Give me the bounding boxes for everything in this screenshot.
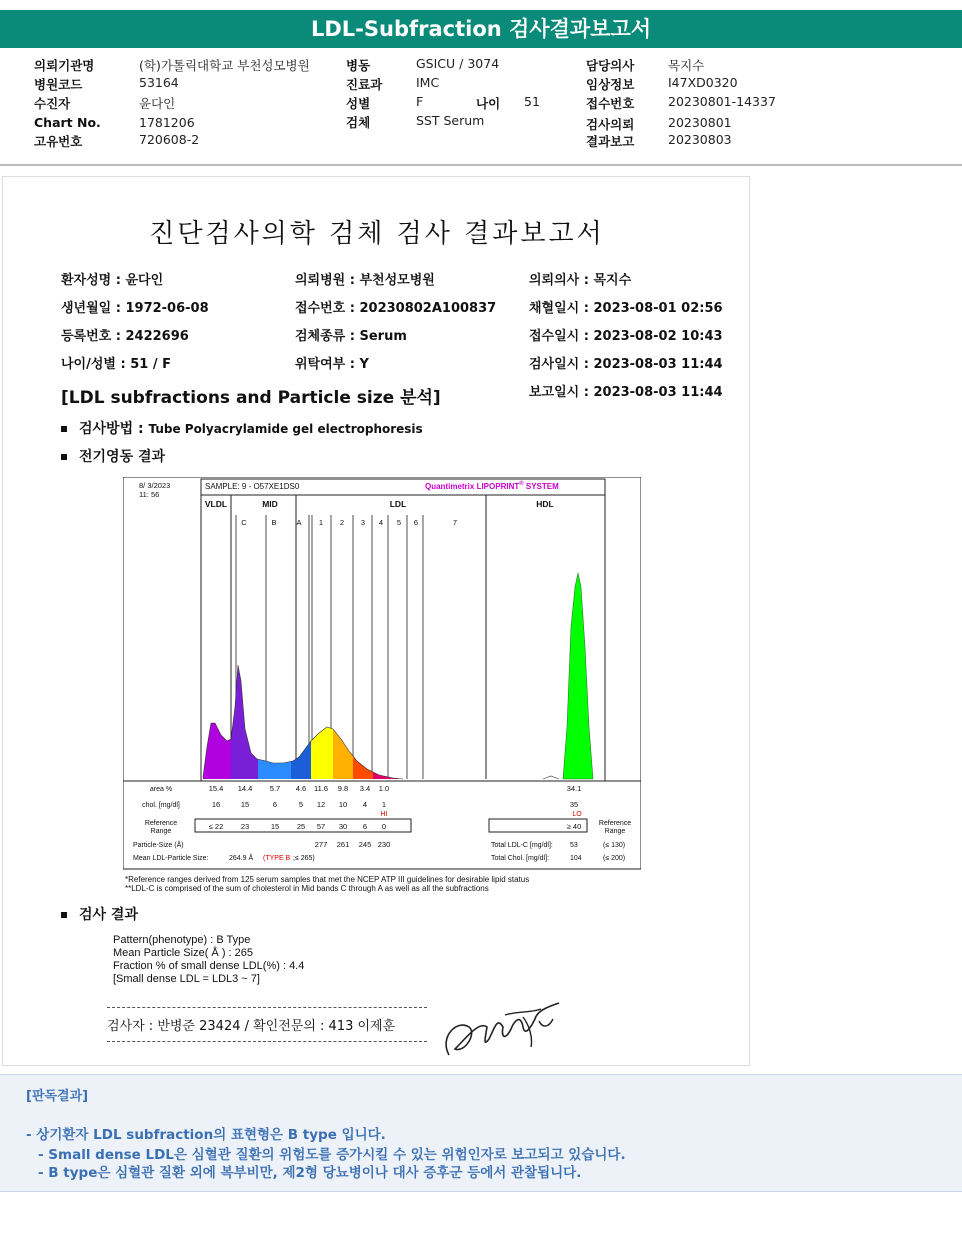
ref-label-left: Range <box>150 828 172 835</box>
result-line: Fraction % of small dense LDL(%) : 4.4 <box>113 960 305 972</box>
group-label-vldl: VLDL <box>204 499 228 509</box>
verdict-line: - 상기환자 LDL subfraction의 표현형은 B type 입니다. <box>26 1127 386 1143</box>
band-label-6: 6 <box>413 518 419 527</box>
ref-range-value: 0 <box>381 822 387 831</box>
ref-label-left: Reference <box>144 820 178 827</box>
header-label: 성별 <box>346 96 371 111</box>
handwritten-signature <box>435 997 565 1067</box>
bullet-icon <box>61 454 67 460</box>
ref-range-value: ≤ 22 <box>208 822 224 831</box>
header-label: 접수번호 <box>586 96 635 111</box>
ref-range-value: 57 <box>316 822 326 831</box>
report-field: 환자성명 : 윤다인 <box>61 273 164 288</box>
chol-value: 6 <box>272 800 278 809</box>
signature-divider <box>107 1007 427 1008</box>
header-value: 53164 <box>139 75 179 90</box>
ref-range-value: ≥ 40 <box>566 822 582 831</box>
total-chol-value: 104 <box>570 855 582 862</box>
ref-range-value: 30 <box>338 822 348 831</box>
chart-time: 11: 56 <box>139 490 160 499</box>
result-line: Mean Particle Size( Å ) : 265 <box>113 947 254 959</box>
bullet-icon <box>61 426 67 432</box>
total-ldl-label: Total LDL-C [mg/dl]: <box>491 842 553 849</box>
report-field: 채혈일시 : 2023-08-01 02:56 <box>529 301 723 316</box>
report-title: 진단검사의학 검체 검사 결과보고서 <box>149 219 605 249</box>
chol-value: 10 <box>338 800 348 809</box>
area-pct-value: 11.6 <box>313 784 329 793</box>
group-label-mid: MID <box>262 499 278 509</box>
report-field: 접수번호 : 20230802A100837 <box>295 301 497 316</box>
total-ldl-ref: (≤ 130) <box>603 842 626 849</box>
header-value: IMC <box>416 75 440 90</box>
result-line: Pattern(phenotype) : B Type <box>113 934 251 946</box>
report-field: 생년월일 : 1972-06-08 <box>61 301 209 316</box>
method-label: 검사방법 : <box>79 421 149 437</box>
page-title: LDL-Subfraction 검사결과보고서 <box>0 10 962 48</box>
group-label-ldl: LDL <box>389 499 407 509</box>
flag-hi: HI <box>380 811 388 818</box>
chart-svg <box>123 477 641 897</box>
area-pct-value: 3.4 <box>359 784 371 793</box>
header-label: 진료과 <box>346 77 383 92</box>
result-line: [Small dense LDL = LDL3 ~ 7] <box>113 973 260 985</box>
header-info <box>0 52 962 162</box>
header-label: 수진자 <box>34 96 71 111</box>
report-field: 검사일시 : 2023-08-03 11:44 <box>529 357 723 372</box>
particle-size-value: 245 <box>358 840 372 849</box>
header-label: 임상정보 <box>586 77 635 92</box>
band-label-4: 4 <box>378 518 384 527</box>
age-value: 51 <box>524 94 540 109</box>
band-label-2: 2 <box>339 518 345 527</box>
header-value: 20230801-14337 <box>668 94 776 109</box>
header-label: 의뢰기관명 <box>34 58 95 73</box>
header-value: 20230801 <box>668 115 732 130</box>
report-field: 검체종류 : Serum <box>295 329 407 344</box>
mean-size-value: 264.9 Å <box>229 855 254 862</box>
header-value: I47XD0320 <box>668 75 738 90</box>
chol-value: 5 <box>298 800 304 809</box>
report-field: 의뢰병원 : 부천성모병원 <box>295 273 435 288</box>
row-label-chol: chol. [mg/dl] <box>142 802 180 809</box>
band-label-5: 5 <box>396 518 402 527</box>
area-pct-value: 5.7 <box>269 784 281 793</box>
header-divider <box>0 164 962 166</box>
band-label-B: B <box>271 518 277 527</box>
chart-date: 8/ 3/2023 <box>139 481 171 490</box>
method-bullet <box>61 418 423 438</box>
area-pct-value: 1.0 <box>378 784 390 793</box>
report-field: 등록번호 : 2422696 <box>61 329 189 344</box>
band-label-C: C <box>241 518 247 527</box>
bullet-icon <box>61 912 67 918</box>
total-chol-ref: (≤ 200) <box>603 855 626 862</box>
chart-note: *Reference ranges derived from 125 serum samples that met the NCEP ATP III guidelines for desirable lipid status <box>125 875 530 884</box>
signature-divider <box>107 1041 427 1042</box>
header-label: 담당의사 <box>586 58 635 73</box>
chol-value: 16 <box>211 800 221 809</box>
particle-size-value: 230 <box>377 840 391 849</box>
report-field: 보고일시 : 2023-08-03 11:44 <box>529 385 723 400</box>
header-label: 고유번호 <box>34 134 83 149</box>
ref-range-value: 15 <box>270 822 280 831</box>
header-label: Chart No. <box>34 115 101 130</box>
particle-size-value: 277 <box>314 840 328 849</box>
ref-label-right: Reference <box>598 820 632 827</box>
verdict-title: [판독결과] <box>26 1089 89 1104</box>
area-pct-value: 4.6 <box>295 784 307 793</box>
report-field: 의뢰의사 : 목지수 <box>529 273 632 288</box>
chart-note: **LDL-C is comprised of the sum of cholesterol in Mid bands C through A as well as all the subfractions <box>125 884 489 893</box>
total-chol-label: Total Chol. [mg/dl]: <box>491 855 549 862</box>
header-value: 윤다인 <box>139 96 176 111</box>
flag-lo: LO <box>572 811 582 818</box>
area-pct-value: 14.4 <box>237 784 253 793</box>
chol-value: 12 <box>316 800 326 809</box>
signature-line: 검사자 : 반병준 23424 / 확인전문의 : 413 이제훈 <box>107 1019 396 1034</box>
area-pct-value: 9.8 <box>337 784 349 793</box>
type-b-value: (TYPE B <box>263 855 291 862</box>
result-label: 검사 결과 <box>79 907 138 923</box>
mean-size-label: Mean LDL-Particle Size: <box>133 855 209 862</box>
chart-sample: SAMPLE: 9 - O57XE1DS0 <box>205 482 300 491</box>
band-label-A: A <box>296 518 302 527</box>
header-label: 결과보고 <box>586 134 635 149</box>
report-field: 접수일시 : 2023-08-02 10:43 <box>529 329 723 344</box>
header-value: (학)가톨릭대학교 부천성모병원 <box>139 58 310 73</box>
header-label: 병동 <box>346 58 371 73</box>
particle-size-label: Particle-Size (Å) <box>133 842 184 849</box>
row-label-area: area % <box>149 786 173 793</box>
report-panel <box>2 176 750 1066</box>
header-value: SST Serum <box>416 113 485 128</box>
chol-value: 4 <box>362 800 368 809</box>
verdict-line: - Small dense LDL은 심혈관 질환의 위험도를 증가시킬 수 있는 위험인자로 보고되고 있습니다. <box>38 1147 626 1163</box>
chol-value: 1 <box>381 800 387 809</box>
chol-value: 15 <box>240 800 250 809</box>
area-pct-value: 15.4 <box>208 784 224 793</box>
ref-range-value: 25 <box>296 822 306 831</box>
verdict-line: - B type은 심혈관 질환 외에 복부비만, 제2형 당뇨병이나 대사 증후군 등에서 관찰됩니다. <box>38 1165 582 1181</box>
header-value: F <box>416 94 424 109</box>
ref-label-right: Range <box>604 828 626 835</box>
ref-range-value: 23 <box>240 822 250 831</box>
header-label: 검체 <box>346 115 371 130</box>
report-field: 위탁여부 : Y <box>295 357 369 372</box>
header-label: 검사의뢰 <box>586 117 635 132</box>
header-value: 1781206 <box>139 115 195 130</box>
particle-size-value: 261 <box>336 840 350 849</box>
group-label-hdl: HDL <box>536 499 554 509</box>
band-label-3: 3 <box>360 518 366 527</box>
result-text <box>113 934 304 986</box>
header-label: 병원코드 <box>34 77 83 92</box>
chol-value: 35 <box>569 800 579 809</box>
verdict-panel <box>0 1074 962 1192</box>
electrophoresis-chart <box>123 477 641 897</box>
method-value: Tube Polyacrylamide gel electrophoresis <box>148 422 423 436</box>
header-value: 목지수 <box>668 58 705 73</box>
header-value: GSICU / 3074 <box>416 56 500 71</box>
report-field: 나이/성별 : 51 / F <box>61 357 172 372</box>
age-label: 나이 <box>476 96 501 111</box>
header-value: 20230803 <box>668 132 732 147</box>
section-heading: [LDL subfractions and Particle size 분석] <box>61 388 441 408</box>
ref-range-value: 6 <box>362 822 368 831</box>
band-label-7: 7 <box>452 518 458 527</box>
chart-system: Quantimetrix LIPOPRINT® SYSTEM <box>425 481 559 491</box>
electro-bullet <box>61 446 165 466</box>
result-bullet <box>61 904 138 924</box>
type-b-suffix: ;≤ 265) <box>293 855 315 862</box>
area-pct-value: 34.1 <box>566 784 582 793</box>
total-ldl-value: 53 <box>570 842 578 849</box>
chart-notes <box>125 875 529 893</box>
electro-label: 전기영동 결과 <box>79 449 166 465</box>
band-label-1: 1 <box>318 518 324 527</box>
header-value: 720608-2 <box>139 132 200 147</box>
